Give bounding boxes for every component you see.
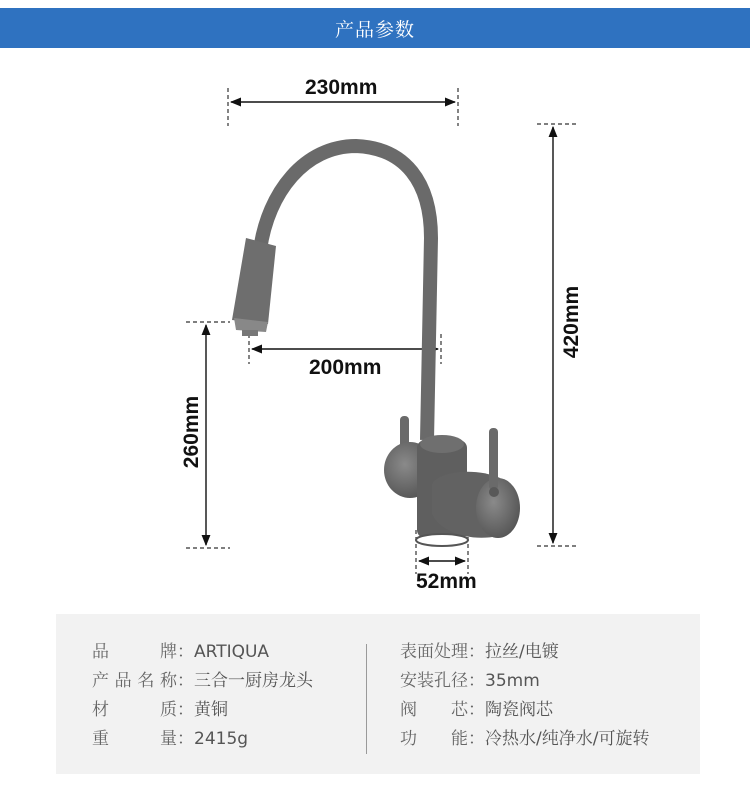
base-diameter-label: 52mm [416,570,477,593]
spec-sep: ： [468,700,485,720]
spec-row-hole-size [400,667,649,696]
spout-height-label: 260mm [180,395,203,469]
spec-key: 表面处理 [400,642,468,662]
faucet-illustration [232,146,520,546]
spec-row-finish [400,638,649,667]
spec-key: 品牌 [92,642,177,662]
spec-value: 2415g [194,729,249,749]
spec-divider [366,644,367,754]
spec-value: ARTIQUA [194,642,270,662]
spec-column-right [400,638,649,754]
spec-key: 安装孔径 [400,671,468,691]
spec-row-material [92,696,313,725]
section-title: 产品参数 [334,18,415,41]
spec-key: 阀芯 [400,700,468,720]
spec-row-weight [92,725,313,754]
spec-sep: ： [177,700,194,720]
spec-value: 拉丝/电镀 [485,642,559,662]
spec-row-function [400,725,649,754]
spec-key: 产品名称 [92,671,177,691]
total-height-label: 420mm [560,285,583,359]
spec-value: 35mm [485,671,540,691]
spec-table [56,614,700,774]
spec-key: 材质 [92,700,177,720]
spec-row-product-name [92,667,313,696]
spec-value: 冷热水/纯净水/可旋转 [485,729,650,749]
spec-sep: ： [177,729,194,749]
spout-reach-label: 200mm [309,356,382,379]
spec-column-left [92,638,313,754]
spec-sep: ： [177,671,194,691]
spec-key: 功能 [400,729,468,749]
spec-value: 陶瓷阀芯 [485,700,553,720]
spec-value: 三合一厨房龙头 [194,671,313,691]
spec-row-cartridge [400,696,649,725]
spec-sep: ： [177,642,194,662]
spec-sep: ： [468,642,485,662]
spec-value: 黄铜 [194,700,228,720]
spec-row-brand [92,638,313,667]
spec-sep: ： [468,671,485,691]
spec-sep: ： [468,729,485,749]
spec-key: 重量 [92,729,177,749]
top-width-label: 230mm [305,76,378,99]
